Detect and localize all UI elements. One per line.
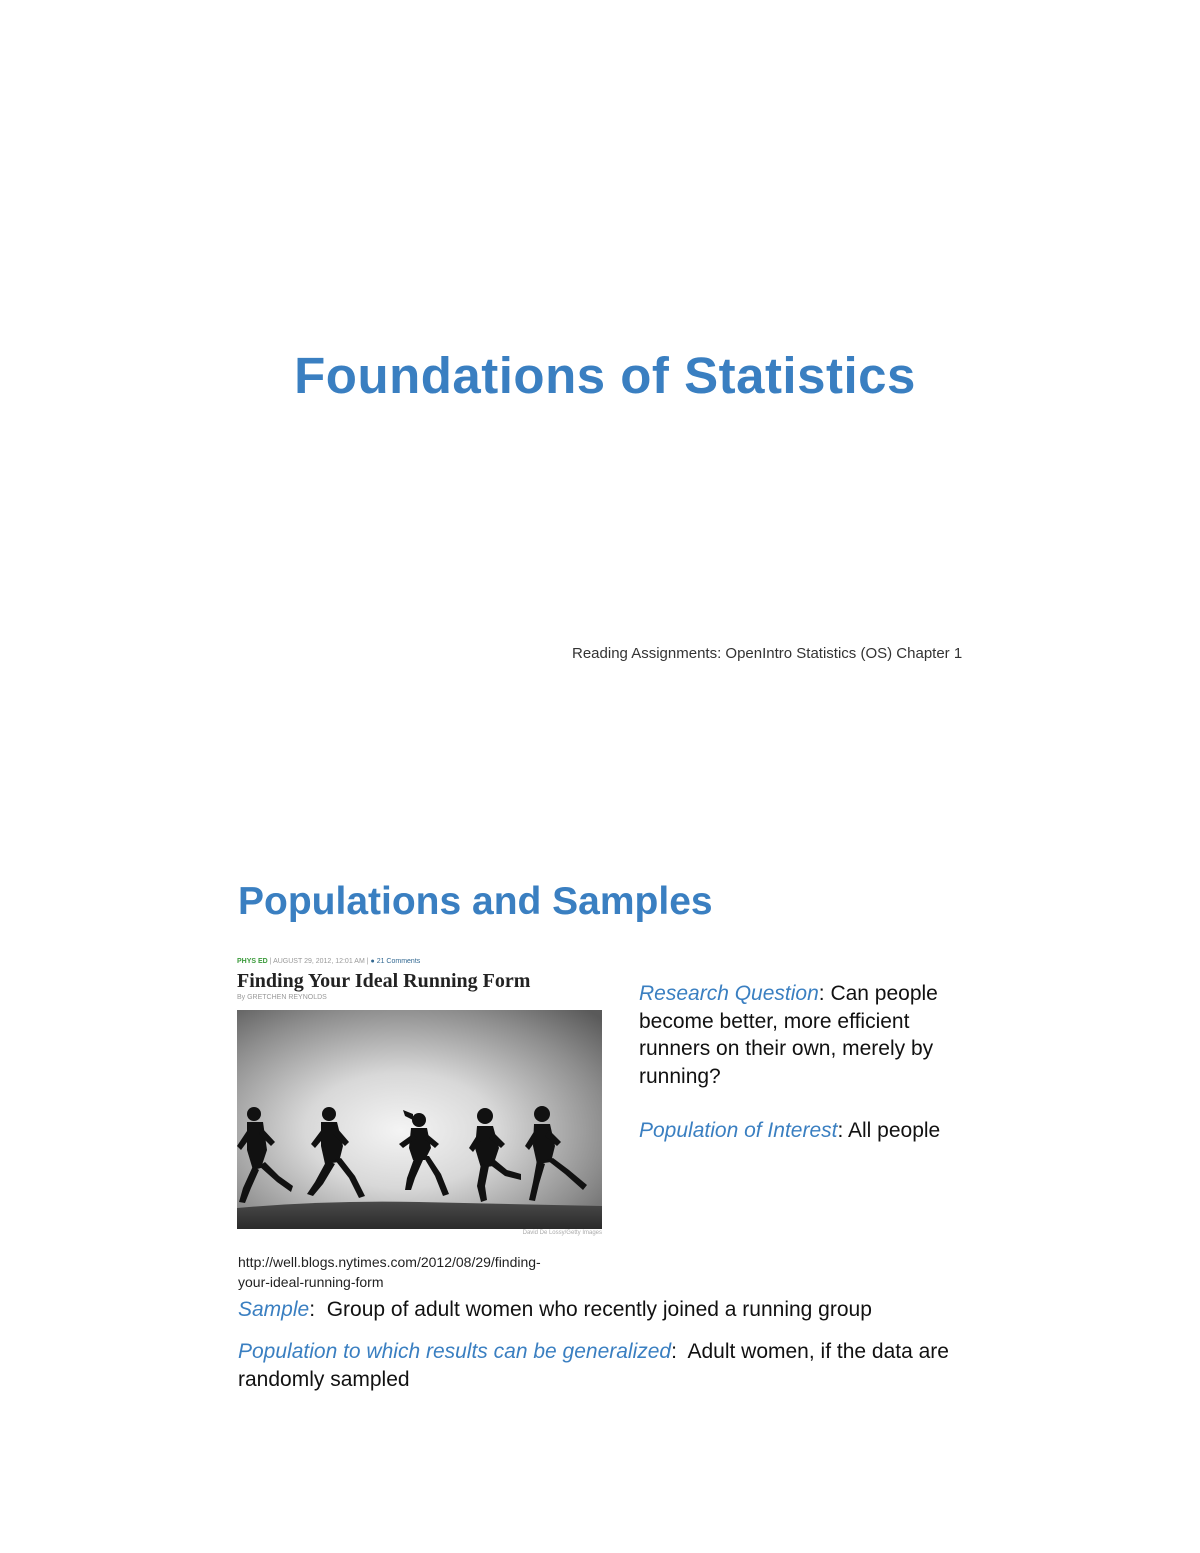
population-of-interest: Population of Interest: All people	[639, 1119, 941, 1142]
research-question-text: Can people become better, more efficient runners on their own, merely by running?	[639, 982, 938, 1088]
section-heading: Populations and Samples	[238, 880, 713, 923]
photo-credit: David De Lossy/Getty Images	[522, 1230, 602, 1236]
sample-text: Group of adult women who recently joined a running group	[326, 1298, 872, 1321]
meta-divider: |	[366, 958, 371, 965]
meta-divider: |	[269, 958, 274, 965]
runners-photo	[237, 1010, 602, 1229]
article-url-line2[interactable]: your-ideal-running-form	[238, 1274, 384, 1290]
article-url[interactable]	[238, 1252, 598, 1292]
article-header	[237, 958, 603, 1001]
generalized-label: Population to which results can be generalized	[238, 1340, 672, 1363]
generalized-text: Adult women, if the data are randomly sampled	[238, 1340, 949, 1391]
article-headline: Finding Your Ideal Running Form	[237, 970, 531, 992]
sample-line: Sample: Group of adult women who recently joined a running group	[238, 1298, 872, 1321]
generalized-population: Population to which results can be generalized: Adult women, if the data are randomly sampled	[238, 1340, 949, 1391]
article-byline: By GRETCHEN REYNOLDS	[237, 994, 327, 1001]
population-text: All people	[847, 1119, 941, 1142]
slide-title: Foundations of Statistics	[294, 347, 916, 404]
research-question-label: Research Question	[639, 982, 819, 1005]
comment-icon: ●	[370, 958, 375, 965]
population-label: Population of Interest	[639, 1119, 838, 1142]
article-meta	[237, 958, 603, 968]
reading-assignment: Reading Assignments: OpenIntro Statistics (OS) Chapter 1	[572, 645, 963, 662]
research-question: Research Question: Can people become better, more efficient runners on their own, merely by running?	[639, 982, 938, 1088]
article-section: PHYS ED	[237, 958, 268, 965]
research-info	[639, 980, 979, 1145]
sample-label: Sample	[238, 1298, 310, 1321]
article-url-line1[interactable]: http://well.blogs.nytimes.com/2012/08/29/finding-	[238, 1254, 541, 1270]
article-comments[interactable]: 21 Comments	[376, 958, 421, 965]
article-date: AUGUST 29, 2012, 12:01 AM	[273, 958, 365, 965]
